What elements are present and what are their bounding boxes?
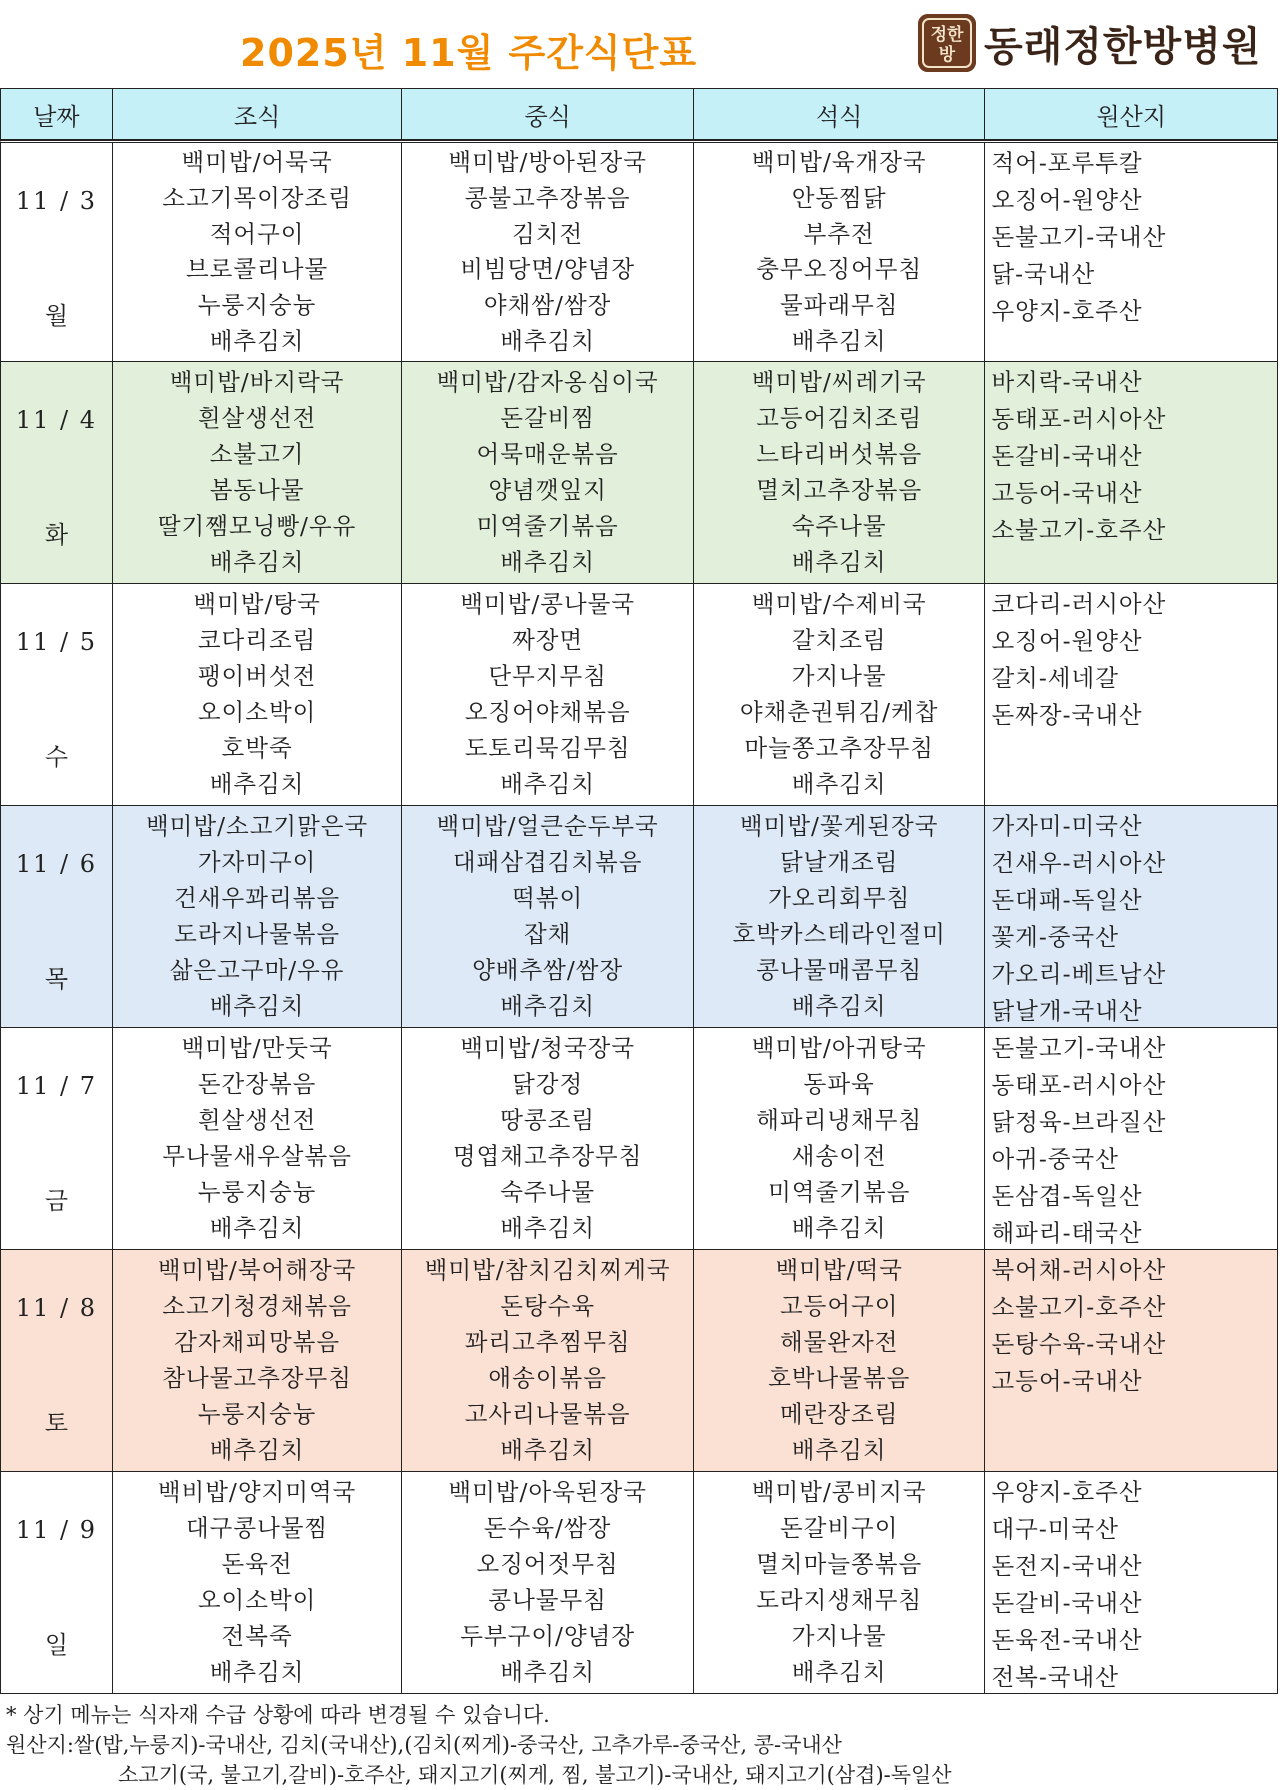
date-label: 11 / 7 — [15, 1072, 97, 1100]
lunch-cell — [402, 362, 694, 583]
weekday-label: 수 — [44, 743, 68, 771]
menu-item: 오이소박이 — [197, 698, 317, 727]
menu-item: 참나물고추장무침 — [162, 1364, 352, 1393]
menu-item: 콩불고추장볶음 — [464, 183, 631, 212]
note-menu-change: * 상기 메뉴는 식자재 수급 상황에 따라 변경될 수 있습니다. — [6, 1703, 550, 1727]
origin-cell — [985, 143, 1277, 361]
origin-item: 돈대패-독일산 — [991, 886, 1143, 914]
origin-item: 돈갈비-국내산 — [991, 1589, 1143, 1617]
day-row — [0, 1250, 1278, 1472]
date-cell — [1, 362, 113, 583]
menu-item: 닭날개조림 — [779, 847, 899, 876]
origin-item: 고등어-국내산 — [991, 479, 1143, 507]
menu-item: 배추김치 — [209, 326, 305, 355]
breakfast-cell — [113, 143, 403, 361]
menu-item: 돈수육/쌈장 — [483, 1513, 612, 1542]
breakfast-cell — [113, 1250, 403, 1471]
dinner-cell — [694, 1472, 986, 1693]
menu-item: 느타리버섯볶음 — [756, 439, 923, 468]
menu-table-body — [0, 140, 1278, 1694]
day-row — [0, 806, 1278, 1028]
menu-item: 콩나물무침 — [488, 1586, 607, 1615]
menu-item: 백미밥/바지락국 — [169, 367, 345, 396]
menu-item: 가지나물 — [791, 661, 887, 690]
origin-item: 돈불고기-국내산 — [991, 1034, 1167, 1062]
origin-cell — [985, 1472, 1277, 1693]
menu-item: 대구콩나물찜 — [185, 1513, 329, 1542]
menu-item: 마늘쫑고추장무침 — [744, 734, 934, 763]
lunch-cell — [402, 584, 694, 805]
day-row — [0, 584, 1278, 806]
menu-item: 전복죽 — [221, 1622, 293, 1651]
menu-item: 부추전 — [803, 219, 875, 248]
hospital-logo — [918, 14, 1261, 72]
date-cell — [1, 806, 113, 1027]
origin-item: 고등어-국내산 — [991, 1367, 1143, 1395]
menu-item: 브로콜리나물 — [185, 255, 329, 284]
menu-item: 숙주나물 — [500, 1178, 596, 1207]
origin-item: 닭-국내산 — [991, 260, 1096, 288]
menu-item: 비빔당면/양념장 — [460, 255, 636, 284]
origin-item: 오징어-원양산 — [991, 186, 1143, 214]
page-title: 2025년 11월 주간식단표 — [240, 31, 698, 75]
breakfast-cell — [113, 362, 403, 583]
origin-item: 동태포-러시아산 — [991, 405, 1167, 433]
menu-item: 해파리냉채무침 — [756, 1105, 923, 1134]
menu-item: 배추김치 — [500, 992, 596, 1021]
menu-item: 야채쌈/쌈장 — [483, 290, 612, 319]
menu-item: 배추김치 — [791, 770, 887, 799]
menu-item: 팽이버섯전 — [197, 661, 317, 690]
date-cell — [1, 1028, 113, 1249]
menu-item: 누룽지숭늉 — [197, 290, 317, 319]
origin-item: 돈전지-국내산 — [991, 1552, 1143, 1580]
date-label: 11 / 8 — [15, 1294, 97, 1322]
menu-item: 백미밥/수제비국 — [751, 589, 927, 618]
menu-item: 대패삼겹김치볶음 — [452, 847, 643, 876]
lunch-cell — [402, 806, 694, 1027]
menu-item: 백미밥/육개장국 — [751, 148, 927, 177]
menu-item: 배추김치 — [791, 548, 887, 577]
header-breakfast: 조식 — [113, 89, 403, 139]
menu-item: 백미밥/떡국 — [775, 1255, 903, 1284]
origin-item: 돈갈비-국내산 — [991, 442, 1143, 470]
origin-cell — [985, 1250, 1277, 1471]
menu-item: 백미밥/씨레기국 — [751, 367, 927, 396]
menu-item: 명엽채고추장무침 — [452, 1142, 643, 1171]
origin-cell — [985, 1028, 1277, 1249]
menu-item: 백미밥/어묵국 — [181, 148, 333, 177]
origin-item: 돈삼겹-독일산 — [991, 1182, 1143, 1210]
menu-item: 돈육전 — [221, 1549, 293, 1578]
menu-item: 소고기청경채볶음 — [162, 1291, 352, 1320]
header-origin: 원산지 — [1096, 102, 1167, 131]
breakfast-cell — [113, 584, 403, 805]
menu-item: 흰살생선전 — [197, 403, 317, 432]
origin-cell — [985, 584, 1277, 805]
origin-cell — [985, 806, 1277, 1027]
date-label: 11 / 9 — [15, 1516, 97, 1544]
menu-item: 고등어구이 — [779, 1291, 899, 1320]
menu-item: 배추김치 — [791, 992, 887, 1021]
menu-item: 돈갈비찜 — [500, 403, 596, 432]
menu-item: 백미밥/얼큰순두부국 — [436, 811, 659, 840]
menu-item: 애송이볶음 — [488, 1364, 607, 1393]
breakfast-cell — [113, 1028, 403, 1249]
menu-item: 백미밥/탕국 — [193, 589, 321, 618]
menu-item: 오징어젓무침 — [476, 1549, 619, 1578]
menu-item: 배추김치 — [791, 1214, 887, 1243]
day-row — [0, 362, 1278, 584]
weekday-label: 화 — [44, 521, 68, 549]
menu-item: 꽈리고추찜무침 — [464, 1327, 631, 1356]
day-row — [0, 140, 1278, 362]
weekday-label: 목 — [44, 965, 68, 993]
menu-item: 김치전 — [512, 219, 584, 248]
menu-item: 감자채피망볶음 — [174, 1327, 341, 1356]
menu-item: 배추김치 — [500, 1214, 596, 1243]
menu-item: 안동찜닭 — [791, 183, 887, 212]
menu-item: 코다리조림 — [197, 625, 317, 654]
menu-item: 건새우꽈리볶음 — [174, 883, 341, 912]
weekday-label: 토 — [44, 1409, 68, 1437]
menu-item: 배추김치 — [209, 548, 305, 577]
origin-item: 가자미-미국산 — [991, 812, 1143, 840]
menu-item: 야채춘권튀김/케찹 — [739, 698, 939, 727]
menu-item: 해물완자전 — [779, 1327, 899, 1356]
menu-item: 누룽지숭늉 — [197, 1400, 317, 1429]
origin-item: 돈육전-국내산 — [991, 1626, 1143, 1654]
menu-item: 누룽지숭늉 — [197, 1178, 317, 1207]
menu-item: 가오리회무침 — [768, 883, 911, 912]
menu-item: 백미밥/방아된장국 — [448, 148, 647, 177]
menu-item: 동파육 — [803, 1069, 875, 1098]
origin-item: 코다리-러시아산 — [991, 590, 1167, 618]
menu-item: 백미밥/감자옹심이국 — [436, 367, 659, 396]
menu-item: 배추김치 — [209, 770, 305, 799]
menu-item: 콩나물매콤무침 — [756, 956, 923, 985]
menu-item: 백미밥/꽃게된장국 — [739, 811, 939, 840]
menu-item: 가자미구이 — [197, 847, 317, 876]
menu-item: 호박나물볶음 — [768, 1364, 911, 1393]
date-cell — [1, 1472, 113, 1693]
menu-item: 배추김치 — [500, 548, 596, 577]
menu-item: 멸치고추장볶음 — [756, 476, 923, 505]
date-cell — [1, 584, 113, 805]
origin-item: 소불고기-호주산 — [991, 1293, 1167, 1321]
menu-item: 소불고기 — [209, 439, 305, 468]
dinner-cell — [694, 1028, 986, 1249]
menu-item: 미역줄기볶음 — [768, 1178, 911, 1207]
origin-item: 적어-포루투칼 — [991, 149, 1143, 177]
dinner-cell — [694, 806, 986, 1027]
origin-cell — [985, 362, 1277, 583]
menu-item: 적어구이 — [209, 219, 305, 248]
svg-text:방: 방 — [938, 45, 956, 65]
weekday-label: 일 — [44, 1631, 68, 1659]
menu-item: 미역줄기볶음 — [476, 512, 619, 541]
date-label: 11 / 4 — [15, 406, 97, 434]
svg-text:정한: 정한 — [930, 25, 964, 45]
menu-item: 백미밥/북어해장국 — [157, 1255, 357, 1284]
origin-item: 소불고기-호주산 — [991, 516, 1167, 544]
menu-item: 갈치조림 — [791, 625, 887, 654]
menu-item: 고등어김치조림 — [756, 403, 923, 432]
note-origin-1: 원산지:쌀(밥,누룽지)-국내산, 김치(국내산),(김치(찌게)-중국산, 고추가루-중국산, 콩-국내산 — [6, 1733, 842, 1757]
header-lunch: 중식 — [402, 89, 694, 139]
menu-item: 백미밥/콩비지국 — [751, 1477, 927, 1506]
menu-item: 오징어야채볶음 — [464, 698, 631, 727]
menu-item: 물파래무침 — [779, 290, 899, 319]
menu-item: 무나물새우살볶음 — [162, 1142, 352, 1171]
weekday-label: 월 — [44, 302, 68, 330]
dinner-cell — [694, 1250, 986, 1471]
lunch-cell — [402, 1472, 694, 1693]
origin-item: 북어채-러시아산 — [991, 1256, 1167, 1284]
breakfast-cell — [113, 1472, 403, 1693]
origin-item: 가오리-베트남산 — [991, 960, 1167, 988]
menu-item: 돈갈비구이 — [779, 1513, 899, 1542]
date-cell — [1, 143, 113, 361]
menu-item: 배추김치 — [209, 1658, 305, 1687]
menu-item: 소고기목이장조림 — [162, 183, 352, 212]
menu-item: 딸기쨈모닝빵/우유 — [157, 512, 357, 541]
origin-item: 전복-국내산 — [991, 1663, 1119, 1691]
menu-item: 배추김치 — [209, 1214, 305, 1243]
origin-item: 돈탕수육-국내산 — [991, 1330, 1167, 1358]
menu-item: 숙주나물 — [791, 512, 887, 541]
table-header — [0, 88, 1278, 140]
lunch-cell — [402, 143, 694, 361]
origin-item: 닭정육-브라질산 — [991, 1108, 1167, 1136]
menu-item: 백미밥/청국장국 — [460, 1033, 636, 1062]
menu-item: 봄동나물 — [209, 476, 305, 505]
weekday-label: 금 — [44, 1187, 68, 1215]
origin-item: 동태포-러시아산 — [991, 1071, 1167, 1099]
day-row — [0, 1472, 1278, 1694]
menu-item: 배추김치 — [500, 326, 596, 355]
menu-item: 호박카스테라인절미 — [732, 920, 946, 949]
origin-item: 해파리-태국산 — [991, 1219, 1143, 1247]
origin-item: 우양지-호주산 — [991, 1478, 1143, 1506]
menu-item: 고사리나물볶음 — [464, 1400, 631, 1429]
lunch-cell — [402, 1028, 694, 1249]
menu-item: 삶은고구마/우유 — [169, 956, 345, 985]
menu-item: 배추김치 — [791, 1436, 887, 1465]
menu-item: 오이소박이 — [197, 1586, 317, 1615]
menu-item: 백미밥/아욱된장국 — [448, 1477, 647, 1506]
menu-item: 돈탕수육 — [500, 1291, 596, 1320]
date-cell — [1, 1250, 113, 1471]
origin-item: 돈짜장-국내산 — [991, 701, 1143, 729]
menu-item: 백미밥/아귀탕국 — [751, 1033, 927, 1062]
menu-item: 두부구이/양념장 — [460, 1622, 636, 1651]
menu-item: 어묵매운볶음 — [476, 439, 619, 468]
origin-item: 바지락-국내산 — [991, 368, 1143, 396]
origin-item: 돈불고기-국내산 — [991, 223, 1167, 251]
menu-item: 배추김치 — [209, 1436, 305, 1465]
header-dinner: 석식 — [694, 89, 986, 139]
menu-item: 새송이전 — [791, 1142, 887, 1171]
menu-item: 배추김치 — [209, 992, 305, 1021]
breakfast-cell — [113, 806, 403, 1027]
origin-item: 우양지-호주산 — [991, 297, 1143, 325]
dinner-cell — [694, 143, 986, 361]
menu-item: 호박죽 — [221, 734, 293, 763]
menu-item: 배추김치 — [500, 1436, 596, 1465]
lunch-cell — [402, 1250, 694, 1471]
menu-item: 흰살생선전 — [197, 1105, 317, 1134]
origin-item: 오징어-원양산 — [991, 627, 1143, 655]
menu-item: 배추김치 — [791, 326, 887, 355]
menu-item: 돈간장볶음 — [197, 1069, 317, 1098]
menu-item: 멸치마늘쫑볶음 — [756, 1549, 923, 1578]
date-label: 11 / 5 — [15, 628, 97, 656]
hospital-name: 동래정한방병원 — [984, 23, 1262, 70]
dinner-cell — [694, 362, 986, 583]
menu-item: 백비밥/양지미역국 — [157, 1477, 357, 1506]
menu-item: 충무오징어무침 — [756, 255, 923, 284]
menu-item: 도라지나물볶음 — [174, 920, 341, 949]
dinner-cell — [694, 584, 986, 805]
menu-item: 메란장조림 — [779, 1400, 899, 1429]
origin-item: 갈치-세네갈 — [991, 664, 1119, 692]
menu-item: 양념깻잎지 — [488, 476, 607, 505]
origin-item: 건새우-러시아산 — [991, 849, 1167, 877]
logo-seal — [918, 14, 976, 72]
menu-item: 닭강정 — [512, 1069, 584, 1098]
menu-item: 짜장면 — [512, 625, 584, 654]
menu-item: 양배추쌈/쌈장 — [472, 956, 624, 985]
menu-item: 백미밥/소고기맑은국 — [145, 811, 369, 840]
day-row — [0, 1028, 1278, 1250]
menu-item: 도토리묵김무침 — [464, 734, 631, 763]
date-label: 11 / 6 — [15, 850, 97, 878]
menu-item: 잡채 — [523, 920, 572, 949]
origin-item: 대구-미국산 — [991, 1515, 1119, 1543]
menu-item: 배추김치 — [500, 1658, 596, 1687]
menu-item: 땅콩조림 — [500, 1105, 596, 1134]
note-origin-2: 소고기(국, 불고기,갈비)-호주산, 돼지고기(찌게, 찜, 불고기)-국내산, 돼지고기(삼겹)-독일산 — [118, 1763, 952, 1787]
origin-item: 아귀-중국산 — [991, 1145, 1119, 1173]
menu-item: 단무지무침 — [488, 661, 607, 690]
origin-item: 꽃게-중국산 — [991, 923, 1119, 951]
date-label: 11 / 3 — [15, 187, 97, 215]
header-date: 날짜 — [1, 89, 113, 139]
menu-item: 떡볶이 — [512, 883, 584, 912]
menu-item: 배추김치 — [791, 1658, 887, 1687]
menu-item: 가지나물 — [791, 1622, 887, 1651]
menu-item: 도라지생채무침 — [756, 1586, 923, 1615]
origin-item: 닭날개-국내산 — [991, 997, 1143, 1025]
menu-item: 백미밥/참치김치찌게국 — [424, 1255, 671, 1284]
menu-item: 배추김치 — [500, 770, 596, 799]
menu-item: 백미밥/만둣국 — [181, 1033, 333, 1062]
footnotes — [6, 1700, 952, 1790]
menu-item: 백미밥/콩나물국 — [460, 589, 636, 618]
